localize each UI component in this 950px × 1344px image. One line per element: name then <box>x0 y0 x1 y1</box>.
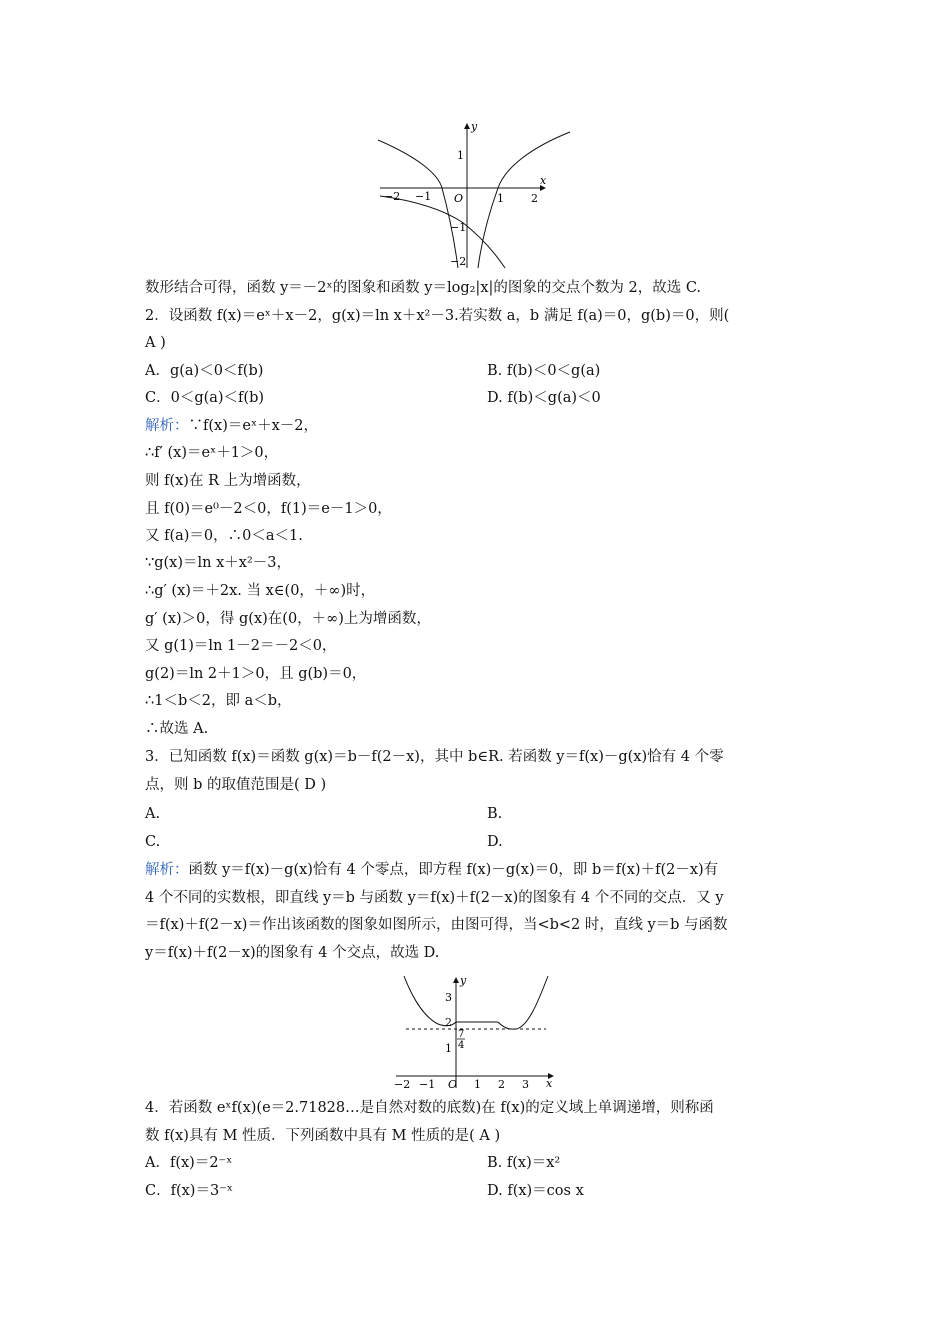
solution-2-step: ∴1＜b＜2，即 a＜b， <box>145 693 292 709</box>
tick-x-minus-2: −2 <box>384 190 401 203</box>
conclusion-q1: 数形结合可得，函数 y＝－2ˣ的图象和函数 y＝log₂|x|的图象的交点个数为 2，故选 C. <box>145 280 702 296</box>
q2-option-b: B. f(b)＜0＜g(a) <box>487 363 601 379</box>
question-4-stem: 4．若函数 eˣf(x)(e＝2.71828…是自然对数的底数)在 f(x)的定义域上单调递增，则称函 <box>145 1100 714 1116</box>
curve-log-right <box>478 132 570 268</box>
solution-2-step: ∴故选 A. <box>145 721 209 737</box>
y-axis-label: y <box>471 120 478 133</box>
q3-option-b: B. <box>487 806 503 822</box>
solution-2-step: 则 f(x)在 R 上为增函数， <box>145 473 311 489</box>
x-axis-label: x <box>540 174 547 187</box>
solution-label: 解析： <box>145 418 189 434</box>
tick-x-minus-2: −2 <box>394 1078 411 1090</box>
tick-x-3: 3 <box>522 1078 529 1090</box>
tick-x-minus-1: −1 <box>419 1078 436 1090</box>
solution-2-step: ∴f′ (x)＝eˣ＋1＞0， <box>145 445 279 461</box>
question-3-stem: 3．已知函数 f(x)＝函数 g(x)＝b－f(2－x)，其中 b∈R. 若函数 y＝f(x)－g(x)恰有 4 个零 <box>145 749 724 765</box>
tick-x-2: 2 <box>498 1078 505 1090</box>
fraction-denominator: 4 <box>458 1040 465 1051</box>
solution-2-step: g(2)＝ln 2＋1＞0，且 g(b)＝0， <box>145 666 367 682</box>
fraction-numerator: 7 <box>458 1029 465 1040</box>
q2-option-c: C．0＜g(a)＜f(b) <box>145 390 265 406</box>
q2-option-a: A．g(a)＜0＜f(b) <box>145 363 264 379</box>
solution-2-step: ∴g′ (x)＝＋2x. 当 x∈(0，＋∞)时， <box>145 583 376 599</box>
tick-y-minus-2: −2 <box>450 255 467 268</box>
solution-2-step: ∵g(x)＝ln x＋x²－3， <box>145 555 291 571</box>
figure-graph-1 <box>370 118 580 273</box>
curve-neg-exp <box>380 196 505 268</box>
q3-option-a: A. <box>145 806 161 822</box>
question-2-answer: A ) <box>145 335 166 351</box>
solution-3-first <box>145 860 718 880</box>
q3-option-c: C. <box>145 834 161 850</box>
x-axis-label: x <box>546 1077 553 1090</box>
question-3-stem-2: 点，则 b 的取值范围是( D ) <box>145 777 327 793</box>
solution-2-step: g′ (x)＞0，得 g(x)在(0，＋∞)上为增函数， <box>145 611 431 627</box>
solution-3-step: y＝f(x)＋f(2－x)的图象有 4 个交点，故选 D. <box>145 945 440 961</box>
solution-label: 解析： <box>145 862 189 878</box>
q4-option-c: C．f(x)＝3⁻ˣ <box>145 1183 233 1199</box>
tick-x-1: 1 <box>474 1078 481 1090</box>
tick-y-1: 1 <box>457 149 464 162</box>
solution-2-step: 又 f(a)＝0，∴0＜a＜1. <box>145 528 303 544</box>
solution-2-first <box>145 416 318 436</box>
figure-graph-2 <box>388 972 563 1090</box>
tick-x-2: 2 <box>531 192 538 205</box>
tick-x-minus-1: −1 <box>415 190 432 203</box>
tick-y-minus-1: −1 <box>450 221 467 234</box>
solution-2-step: 且 f(0)＝e⁰－2＜0，f(1)＝e－1＞0， <box>145 501 392 517</box>
q4-option-a: A．f(x)＝2⁻ˣ <box>145 1155 233 1171</box>
q4-option-d: D. f(x)＝cos x <box>487 1183 584 1199</box>
tick-origin: O <box>454 192 464 205</box>
tick-x-1: 1 <box>497 192 504 205</box>
tick-y-3: 3 <box>445 991 452 1004</box>
question-2-stem: 2．设函数 f(x)＝eˣ＋x－2，g(x)＝ln x＋x²－3.若实数 a，b 满足 f(a)＝0，g(b)＝0，则( <box>145 308 730 324</box>
q3-option-d: D. <box>487 834 503 850</box>
solution-2-text: ∵f(x)＝eˣ＋x－2， <box>188 418 318 434</box>
solution-2-step: 又 g(1)＝ln 1－2＝－2＜0， <box>145 638 337 654</box>
tick-y-1: 1 <box>445 1042 452 1055</box>
q2-option-d: D. f(b)＜g(a)＜0 <box>487 390 601 406</box>
curve-right-branch <box>498 976 548 1029</box>
solution-3-step: 4 个不同的实数根，即直线 y＝b 与函数 y＝f(x)＋f(2－x)的图象有 4 个不同的交点．又 y <box>145 890 724 906</box>
tick-y-2: 2 <box>445 1016 452 1029</box>
curve-log-left <box>378 140 458 268</box>
solution-3-text: 函数 y＝f(x)－g(x)恰有 4 个零点，即方程 f(x)－g(x)＝0，即 b＝f(x)＋f(2－x)有 <box>188 862 719 878</box>
y-axis-label: y <box>460 974 467 987</box>
tick-origin: O <box>448 1078 458 1090</box>
q4-option-b: B. f(x)＝x² <box>487 1155 561 1171</box>
question-4-stem-2: 数 f(x)具有 M 性质．下列函数中具有 M 性质的是( A ) <box>145 1128 501 1144</box>
solution-3-step: ＝f(x)＋f(2－x)＝作出该函数的图象如图所示，由图可得，当<b<2 时，直线 y＝b 与函数 <box>145 917 728 933</box>
